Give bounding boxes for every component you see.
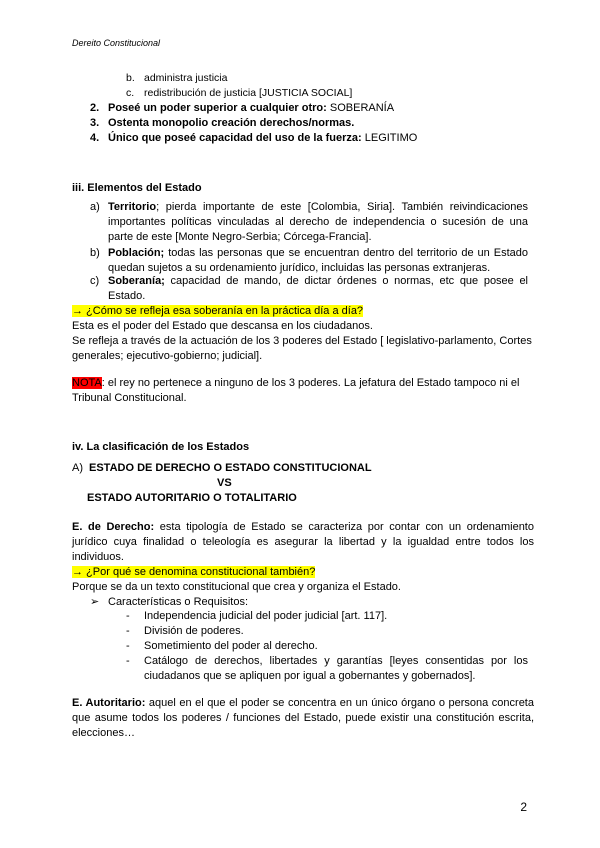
tipo-estado-autoritario: ESTADO AUTORITARIO O TOTALITARIO	[87, 492, 297, 504]
versus-label: VS	[217, 477, 232, 489]
list-item-fuerza: Único que poseé capacidad del uso de la fuerza: LEGITIMO	[108, 132, 418, 144]
dash-bullet: -	[126, 625, 130, 637]
list-item-monopolio: Ostenta monopolio creación derechos/normas.	[108, 117, 355, 129]
paragraph: Porque se da un texto constitucional que crea y organiza el Estado.	[72, 581, 401, 593]
list-item-b: administra justicia	[144, 72, 228, 84]
elemento-soberania: Soberanía; capacidad de mando, de dictar órdenes o normas, etc que posee el Estado.	[108, 275, 528, 302]
features-title: Características o Requisitos:	[108, 596, 248, 608]
question-soberania: → ¿Cómo se refleja esa soberanía en la práctica día a día?	[72, 305, 364, 317]
tipo-estado-derecho: ESTADO DE DERECHO O ESTADO CONSTITUCIONAL	[89, 462, 372, 474]
feature-item: Catálogo de derechos, libertades y garantías [leyes consentidas por los ciudadanos que se apliquen por igual a gobernantes y gobernados].	[144, 655, 528, 682]
section-heading-clasificacion: iv. La clasificación de los Estados	[72, 441, 250, 453]
definicion-estado-derecho: E. de Derecho: esta tipología de Estado se caracteriza por contar con un ordenamiento jurídico cuya finalidad o teleología es asegurar la libertad y la igualdad entre todos los individuos.	[72, 521, 534, 563]
feature-item: Independencia judicial del poder judicial [art. 117].	[144, 610, 388, 622]
list-marker: A)	[72, 462, 83, 474]
list-number: 2.	[90, 102, 100, 114]
dash-bullet: -	[126, 640, 130, 652]
list-item-soberania: Poseé un poder superior a cualquier otro: SOBERANÍA	[108, 102, 395, 114]
feature-item: División de poderes.	[144, 625, 244, 637]
dash-bullet: -	[126, 655, 130, 667]
elemento-poblacion: Población; todas las personas que se encuentran dentro del territorio de un Estado quedan sujetos a su ordenamiento jurídico, incluidas las personas extranjeras.	[108, 247, 528, 274]
page-number: 2	[520, 800, 527, 814]
list-item-c: redistribución de justicia [JUSTICIA SOCIAL]	[144, 87, 353, 99]
paragraph: Se refleja a través de la actuación de los 3 poderes del Estado [ legislativo-parlamento, Cortes generales; ejecutivo-gobierno; judicial].	[72, 335, 532, 362]
dash-bullet: -	[126, 610, 130, 622]
list-marker: b)	[90, 247, 100, 259]
list-marker: c.	[126, 87, 135, 99]
nota: NOTA: el rey no pertenece a ninguno de los 3 poderes. La jefatura del Estado tampoco ni el Tribunal Constitucional.	[72, 377, 520, 404]
question-constitucional: → ¿Por qué se denomina constitucional también?	[72, 566, 316, 578]
arrow-bullet-icon: ➢	[90, 596, 100, 608]
list-marker: b.	[126, 72, 135, 84]
section-heading-elementos: iii. Elementos del Estado	[72, 182, 202, 194]
running-header: Dereito Constitucional	[72, 38, 161, 48]
definicion-estado-autoritario: E. Autoritario: aquel en el que el poder se concentra en un único órgano o persona concreta que asume todos los poderes / funciones del Estado, puede existir una constitución escrita, elecciones…	[72, 697, 534, 739]
list-marker: c)	[90, 275, 100, 287]
elemento-territorio: Territorio; pierda importante de este [Colombia, Siria]. También reivindicaciones importantes políticas vinculadas al derecho de independencia o sucesión de una parte de este [Monte Negro-Serbia; Córcega-Francia].	[108, 201, 528, 243]
list-marker: a)	[90, 201, 100, 213]
list-number: 4.	[90, 132, 100, 144]
feature-item: Sometimiento del poder al derecho.	[144, 640, 318, 652]
list-number: 3.	[90, 117, 100, 129]
paragraph: Esta es el poder del Estado que descansa en los ciudadanos.	[72, 320, 373, 332]
